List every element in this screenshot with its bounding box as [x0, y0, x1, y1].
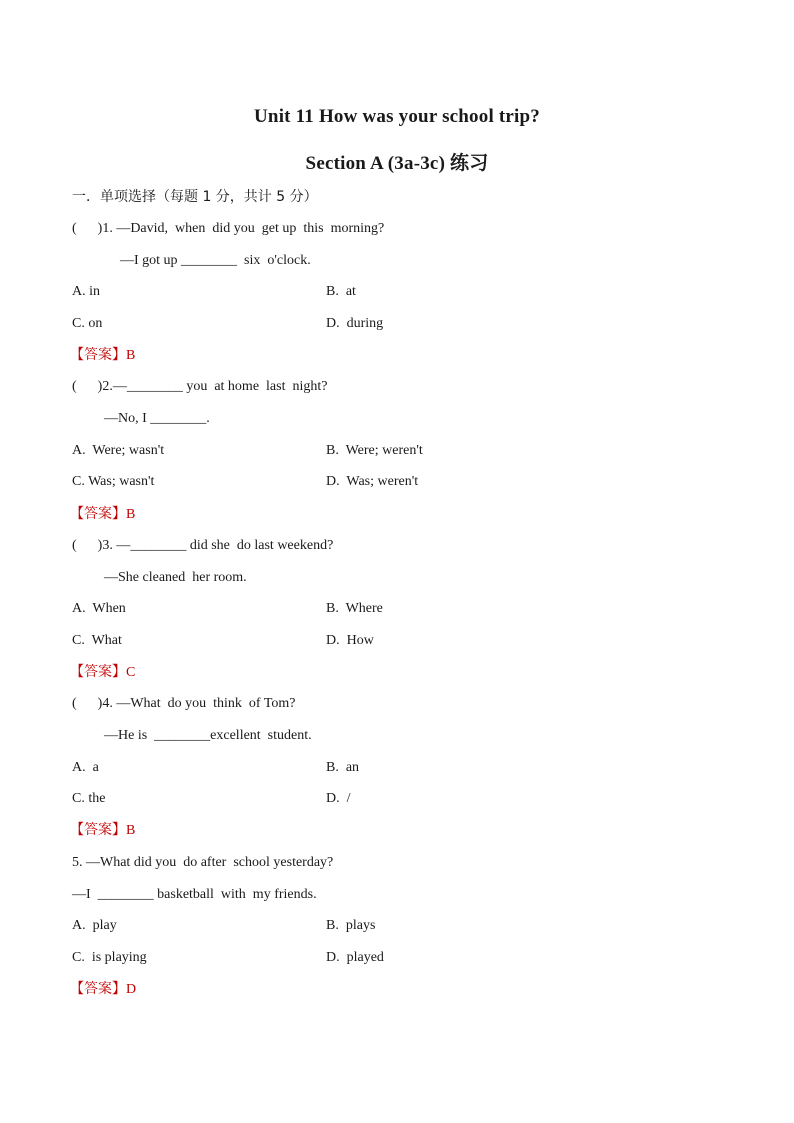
option-c: C. Was; wasn't — [72, 474, 155, 489]
option-c: C. is playing — [72, 950, 147, 965]
answer-label: 【答案】 — [70, 347, 126, 363]
question-stem: ( )3. —________ did she do last weekend? — [72, 538, 334, 553]
option-d: D. How — [326, 633, 374, 648]
answer-line — [70, 663, 135, 682]
answer-value: B — [126, 348, 136, 363]
answer-line — [70, 980, 136, 999]
question-reply: —No, I ________. — [104, 411, 210, 426]
answer-value: C — [126, 665, 136, 680]
option-c: C. What — [72, 633, 122, 648]
option-b: B. at — [326, 284, 356, 299]
answer-label: 【答案】 — [70, 822, 126, 838]
option-c: C. the — [72, 791, 106, 806]
option-b: B. an — [326, 760, 360, 775]
question-stem: ( )4. —What do you think of Tom? — [72, 696, 296, 711]
question-stem: ( )2.—________ you at home last night? — [72, 379, 328, 394]
option-a: A. When — [72, 601, 126, 616]
option-d: D. / — [326, 791, 351, 806]
option-b: B. plays — [326, 918, 376, 933]
section-heading: 一．单项选择（每题 1 分，共计 5 分） — [72, 189, 318, 205]
option-a: A. in — [72, 284, 100, 299]
option-b: B. Where — [326, 601, 383, 616]
answer-value: D — [126, 982, 137, 997]
answer-line — [70, 821, 135, 840]
option-d: D. played — [326, 950, 384, 965]
question-reply: —She cleaned her room. — [104, 570, 247, 585]
option-d: D. Was; weren't — [326, 474, 419, 489]
answer-value: B — [126, 823, 136, 838]
answer-label: 【答案】 — [70, 664, 126, 680]
option-c: C. on — [72, 316, 103, 331]
answer-value: B — [126, 507, 136, 522]
option-d: D. during — [326, 316, 384, 331]
question-reply: —I got up ________ six o'clock. — [120, 253, 311, 268]
answer-label: 【答案】 — [70, 506, 126, 522]
answer-line — [70, 505, 135, 524]
question-reply: —I ________ basketball with my friends. — [72, 887, 317, 902]
option-a: A. Were; wasn't — [72, 443, 165, 458]
option-b: B. Were; weren't — [326, 443, 423, 458]
question-reply: —He is ________excellent student. — [104, 728, 312, 743]
answer-label: 【答案】 — [70, 981, 126, 997]
answer-line — [70, 346, 135, 365]
option-a: A. play — [72, 918, 117, 933]
question-stem: ( )1. —David, when did you get up this morning? — [72, 221, 385, 236]
option-a: A. a — [72, 760, 99, 775]
question-stem: 5. —What did you do after school yesterday? — [72, 855, 334, 870]
page-title: Unit 11 How was your school trip? — [254, 106, 540, 127]
page-subtitle: Section A (3a-3c) 练习 — [305, 153, 489, 174]
